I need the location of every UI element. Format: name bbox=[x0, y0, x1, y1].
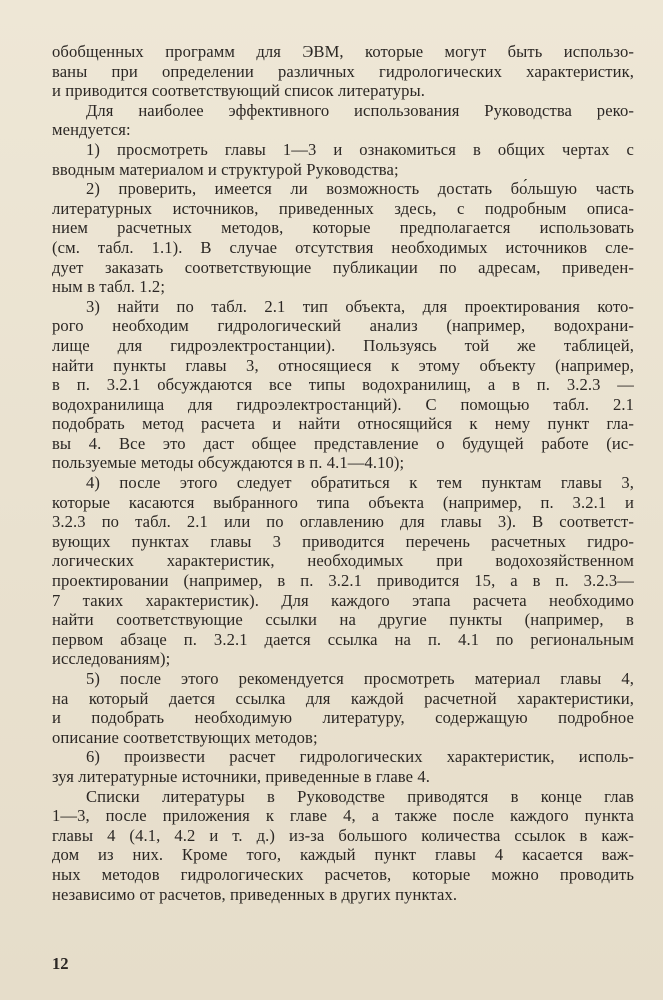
text-line: 1) просмотреть главы 1—3 и ознакомиться в общих чертах с bbox=[86, 139, 634, 159]
list-item-step-5 bbox=[52, 669, 634, 747]
text-line: найти соответствующие ссылки на другие пункты (например, в bbox=[52, 610, 634, 630]
text-line: подобрать метод расчета и найти относящийся к нему пункт гла- bbox=[52, 414, 634, 434]
text-line: и подобрать необходимую литературу, содержащую подробное bbox=[52, 708, 634, 728]
text-line: найти пункты главы 3, относящиеся к этому объекту (например, bbox=[52, 355, 634, 375]
text-line: независимо от расчетов, приведенных в других пунктах. bbox=[52, 884, 458, 904]
text-line: ным в табл. 1.2; bbox=[52, 277, 166, 297]
list-item-step-2 bbox=[52, 179, 634, 297]
text-line: (см. табл. 1.1). В случае отсутствия необходимых источников сле- bbox=[52, 237, 634, 257]
text-line: рого необходим гидрологический анализ (например, водохрани- bbox=[52, 316, 634, 336]
text-line: 2) проверить, имеется ли возможность достать бо́льшую часть bbox=[86, 179, 634, 199]
text-line: исследованиям); bbox=[52, 649, 171, 669]
text-line: пользуемые методы обсуждаются в п. 4.1—4.10); bbox=[52, 453, 405, 473]
text-line: вводным материалом и структурой Руководства; bbox=[52, 159, 399, 179]
list-item-step-1 bbox=[52, 140, 634, 179]
text-line: проектировании (например, в п. 3.2.1 приводится 15, а в п. 3.2.3— bbox=[52, 571, 634, 591]
text-line: вы 4. Все это даст общее представление о будущей работе (ис- bbox=[52, 433, 634, 453]
text-line: вующих пунктах главы 3 приводится перечень расчетных гидро- bbox=[52, 531, 634, 551]
text-line: ваны при определении различных гидрологических характеристик, bbox=[52, 61, 634, 81]
text-line: литературных источников, приведенных здесь, с подробным описа- bbox=[52, 198, 634, 218]
text-line: 6) произвести расчет гидрологических характеристик, исполь- bbox=[86, 747, 634, 767]
text-line: и приводится соответствующий список литературы. bbox=[52, 81, 425, 101]
list-item-step-4 bbox=[52, 473, 634, 669]
text-line: главы 4 (4.1, 4.2 и т. д.) из-за большого количества ссылок в каж- bbox=[52, 825, 634, 845]
list-item-step-3 bbox=[52, 297, 634, 473]
text-line: ных методов гидрологических расчетов, которые можно проводить bbox=[52, 864, 634, 884]
paragraph-recommendation-intro bbox=[52, 101, 634, 140]
text-line: Списки литературы в Руководстве приводятся в конце глав bbox=[86, 786, 634, 806]
text-line: лище для гидроэлектростанции). Пользуясь той же таблицей, bbox=[52, 335, 634, 355]
text-line: Для наиболее эффективного использования Руководства реко- bbox=[86, 100, 634, 120]
paragraph-references-note bbox=[52, 787, 634, 905]
text-line: 3) найти по табл. 2.1 тип объекта, для проектирования кото- bbox=[86, 296, 634, 316]
text-line: 5) после этого рекомендуется просмотреть материал главы 4, bbox=[86, 669, 634, 688]
text-line: описание соответствующих методов; bbox=[52, 727, 318, 747]
text-line: в п. 3.2.1 обсуждаются все типы водохранилищ, а в п. 3.2.3 — bbox=[52, 375, 634, 395]
text-line: логических характеристик, необходимых при водохозяйственном bbox=[52, 551, 634, 571]
text-line: дует заказать соответствующие публикации по адресам, приведен- bbox=[52, 257, 634, 277]
text-line: дом из них. Кроме того, каждый пункт главы 4 касается важ- bbox=[52, 845, 634, 865]
text-line: на который дается ссылка для каждой расчетной характеристики, bbox=[52, 688, 634, 708]
text-line: мендуется: bbox=[52, 120, 131, 140]
text-line: 1—3, после приложения к главе 4, а также после каждого пункта bbox=[52, 806, 634, 826]
text-line: обобщенных программ для ЭВМ, которые могут быть использо- bbox=[52, 42, 634, 61]
text-line: нием расчетных методов, которые предполагается использовать bbox=[52, 218, 634, 238]
list-item-step-6 bbox=[52, 747, 634, 786]
text-line: первом абзаце п. 3.2.1 дается ссылка на п. 4.1 по региональным bbox=[52, 629, 634, 649]
paragraph-intro-continued bbox=[52, 42, 634, 101]
text-line: которые касаются выбранного типа объекта (например, п. 3.2.1 и bbox=[52, 492, 634, 512]
text-line: водохранилища для гидроэлектростанций). С помощью табл. 2.1 bbox=[52, 394, 634, 414]
body-text bbox=[52, 42, 634, 904]
text-line: 3.2.3 по табл. 2.1 или по оглавлению для главы 3). В соответст- bbox=[52, 512, 634, 532]
text-line: 7 таких характеристик). Для каждого этапа расчета необходимо bbox=[52, 590, 634, 610]
page-number: 12 bbox=[52, 954, 69, 973]
text-line: зуя литературные источники, приведенные в главе 4. bbox=[52, 766, 431, 786]
text-line: 4) после этого следует обратиться к тем пунктам главы 3, bbox=[86, 473, 634, 493]
